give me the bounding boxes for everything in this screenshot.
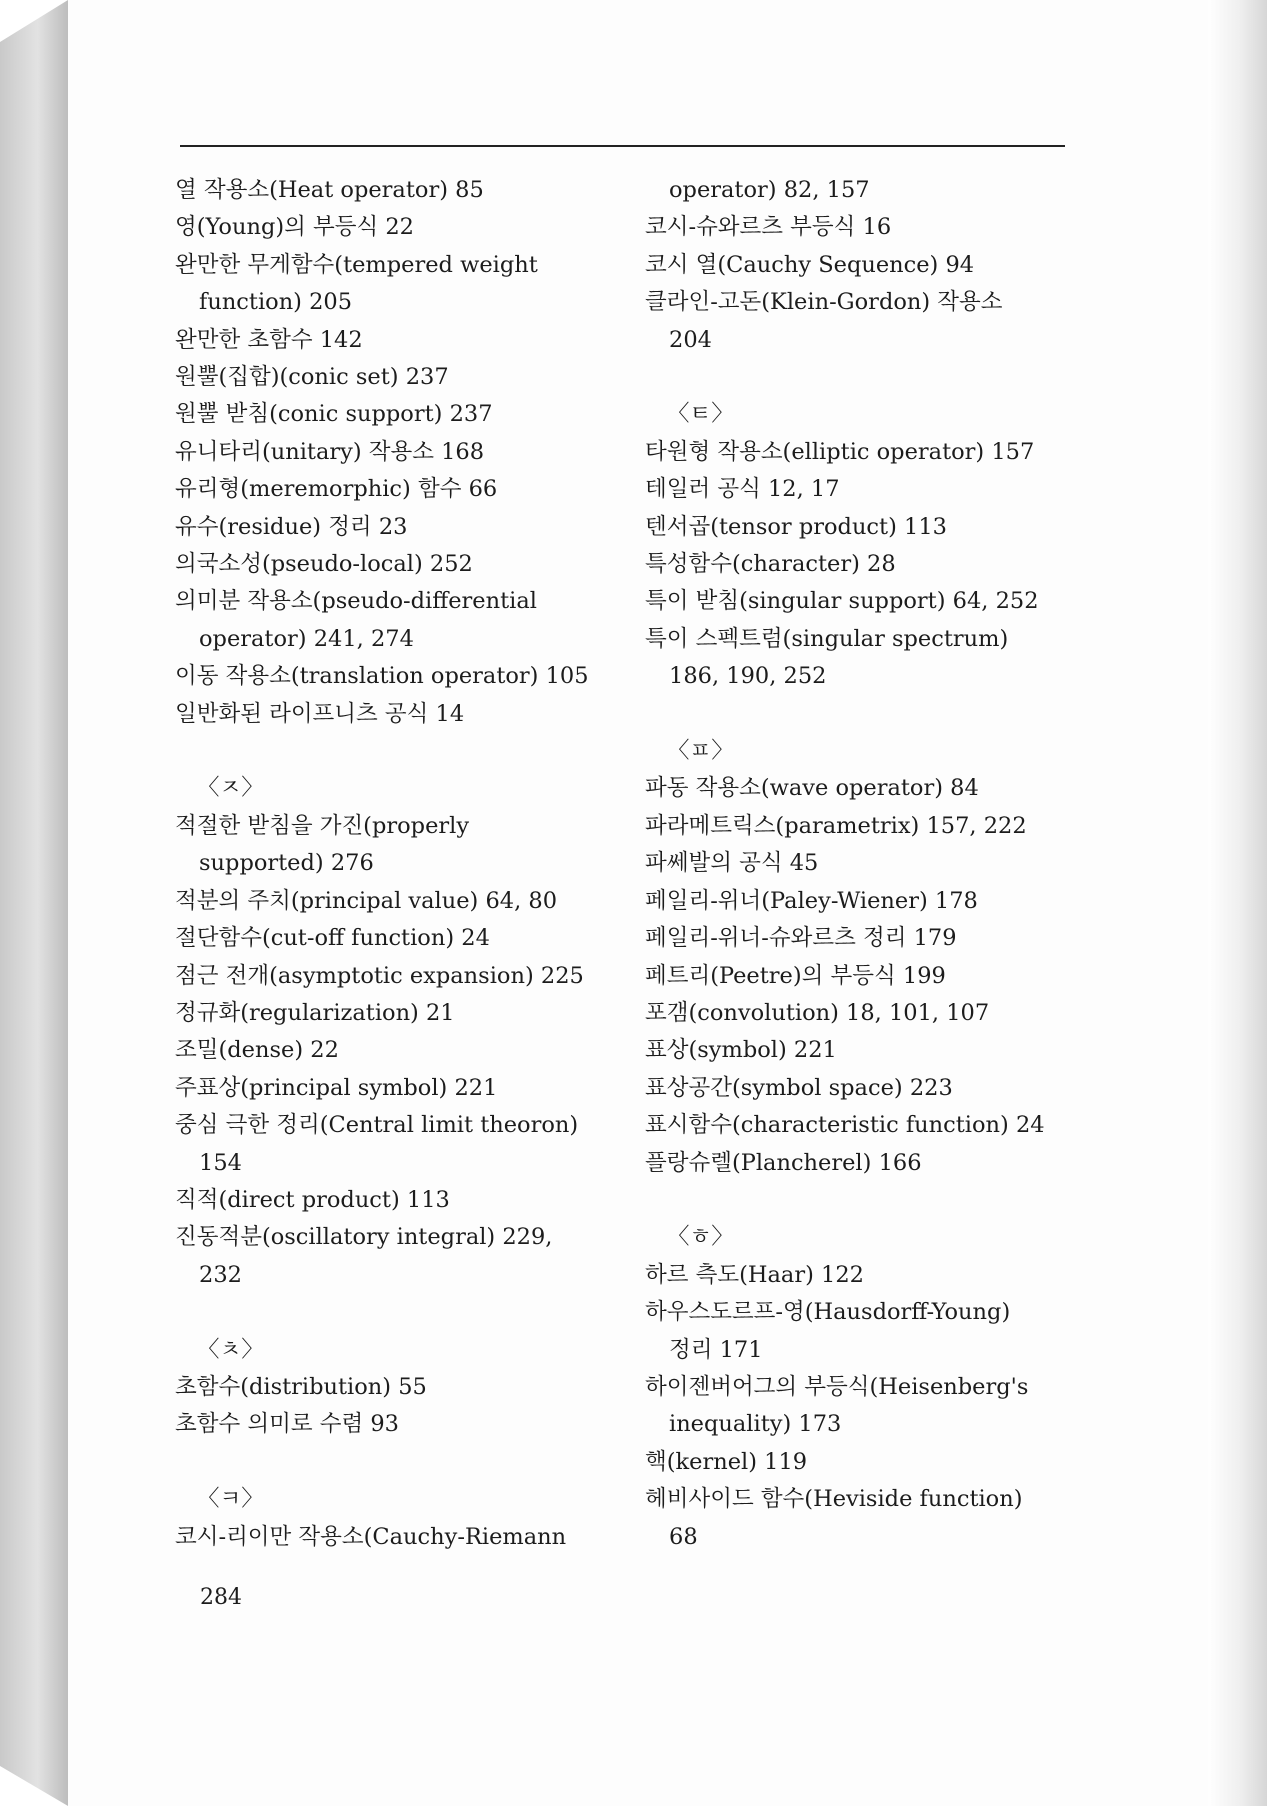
index-section-heading: 〈ㅌ〉: [667, 401, 734, 428]
index-entry: 하르 측도(Haar) 122: [645, 1261, 864, 1288]
index-column-left: [175, 172, 615, 1556]
index-entry: 68: [669, 1523, 698, 1550]
index-section-heading: 〈ㅈ〉: [197, 775, 264, 802]
index-section-heading: 〈ㅍ〉: [667, 738, 734, 765]
section-gap: [645, 696, 1085, 733]
index-section-heading: 〈ㅎ〉: [667, 1224, 734, 1251]
index-entry: 타원형 작용소(elliptic operator) 157: [645, 438, 1035, 465]
index-entry: 의미분 작용소(pseudo-differential: [175, 588, 537, 615]
header-rule: [180, 145, 1065, 147]
index-entry: 초함수 의미로 수렴 93: [175, 1411, 399, 1438]
index-entry: supported) 276: [199, 850, 374, 877]
index-entry: 유리형(meremorphic) 함수 66: [175, 476, 498, 503]
index-entry: 표상공간(symbol space) 223: [645, 1074, 953, 1101]
index-entry: 플랑슈렐(Plancherel) 166: [645, 1149, 922, 1176]
index-entry: 점근 전개(asymptotic expansion) 225: [175, 962, 584, 989]
index-entry: 표상(symbol) 221: [645, 1037, 837, 1064]
index-column-right: [645, 172, 1085, 1556]
index-section-heading: 〈ㅋ〉: [197, 1486, 264, 1513]
index-entry: 186, 190, 252: [669, 663, 827, 690]
index-entry: 테일러 공식 12, 17: [645, 476, 840, 503]
section-gap: [645, 359, 1085, 396]
page-number: 284: [200, 1585, 242, 1610]
index-entry: 특성함수(character) 28: [645, 551, 896, 578]
index-entry: 완만한 초함수 142: [175, 326, 363, 353]
section-gap: [175, 733, 615, 770]
index-entry: 직적(direct product) 113: [175, 1186, 450, 1213]
index-entry: 코시-리이만 작용소(Cauchy-Riemann: [175, 1523, 567, 1550]
index-entry: 진동적분(oscillatory integral) 229,: [175, 1224, 553, 1251]
index-entry: 열 작용소(Heat operator) 85: [175, 177, 484, 203]
index-entry: 핵(kernel) 119: [645, 1448, 808, 1475]
page-edge-shadow: [1207, 0, 1267, 1806]
index-entry: 파동 작용소(wave operator) 84: [645, 775, 979, 802]
index-entry: 적분의 주치(principal value) 64, 80: [175, 887, 558, 914]
index-entry: 영(Young)의 부등식 22: [175, 214, 414, 241]
index-entry: 원뿔(집합)(conic set) 237: [175, 364, 449, 391]
index-entry: function) 205: [199, 289, 353, 316]
index-entry: 원뿔 받침(conic support) 237: [175, 401, 493, 428]
index-entry: 초함수(distribution) 55: [175, 1373, 427, 1400]
index-entry: 정규화(regularization) 21: [175, 999, 455, 1026]
index-entry: 완만한 무게함수(tempered weight: [175, 251, 538, 278]
book-spine: [0, 0, 68, 1806]
index-entry: 유니타리(unitary) 작용소 168: [175, 438, 485, 465]
index-entry: 일반화된 라이프니츠 공식 14: [175, 700, 465, 727]
index-entry: 특이 스펙트럼(singular spectrum): [645, 625, 1009, 652]
index-entry: 코시-슈와르츠 부등식 16: [645, 214, 892, 241]
index-entry: 적절한 받침을 가진(properly: [175, 812, 470, 839]
index-entry: 하이젠버어그의 부등식(Heisenberg's: [645, 1373, 1029, 1400]
index-entry: 232: [199, 1261, 242, 1288]
index-entry: 페일리-위너-슈와르츠 정리 179: [645, 925, 957, 952]
index-entry: 페트리(Peetre)의 부등식 199: [645, 962, 946, 989]
index-entry: 파라메트릭스(parametrix) 157, 222: [645, 812, 1027, 839]
index-entry: 204: [669, 326, 712, 353]
index-entry: 주표상(principal symbol) 221: [175, 1074, 498, 1101]
index-entry: 이동 작용소(translation operator) 105: [175, 663, 589, 690]
index-entry: operator) 241, 274: [199, 625, 414, 652]
section-gap: [175, 1444, 615, 1481]
section-gap: [175, 1294, 615, 1331]
index-entry: 표시함수(characteristic function) 24: [645, 1112, 1045, 1139]
index-entry: 의국소성(pseudo-local) 252: [175, 551, 473, 578]
index-entry: 페일리-위너(Paley-Wiener) 178: [645, 887, 978, 914]
index-entry: 코시 열(Cauchy Sequence) 94: [645, 251, 975, 278]
section-gap: [645, 1182, 1085, 1219]
index-entry: 154: [199, 1149, 242, 1176]
index-entry: 절단함수(cut-off function) 24: [175, 925, 490, 952]
index-entry: inequality) 173: [669, 1411, 842, 1438]
index-entry: 정리 171: [669, 1336, 763, 1363]
index-entry: 파쎄발의 공식 45: [645, 850, 819, 877]
index-entry: 포갬(convolution) 18, 101, 107: [645, 999, 990, 1026]
index-entry: 중심 극한 정리(Central limit theoron): [175, 1112, 579, 1139]
index-entry: operator) 82, 157: [669, 177, 870, 203]
index-section-heading: 〈ㅊ〉: [197, 1336, 264, 1363]
index-entry: 하우스도르프-영(Hausdorff-Young): [645, 1299, 1011, 1326]
index-entry: 특이 받침(singular support) 64, 252: [645, 588, 1039, 615]
index-entry: 조밀(dense) 22: [175, 1037, 339, 1064]
index-entry: 클라인-고돈(Klein-Gordon) 작용소: [645, 289, 1003, 316]
index-entry: 헤비사이드 함수(Heviside function): [645, 1486, 1023, 1513]
index-entry: 유수(residue) 정리 23: [175, 513, 408, 540]
index-entry: 텐서곱(tensor product) 113: [645, 513, 947, 540]
